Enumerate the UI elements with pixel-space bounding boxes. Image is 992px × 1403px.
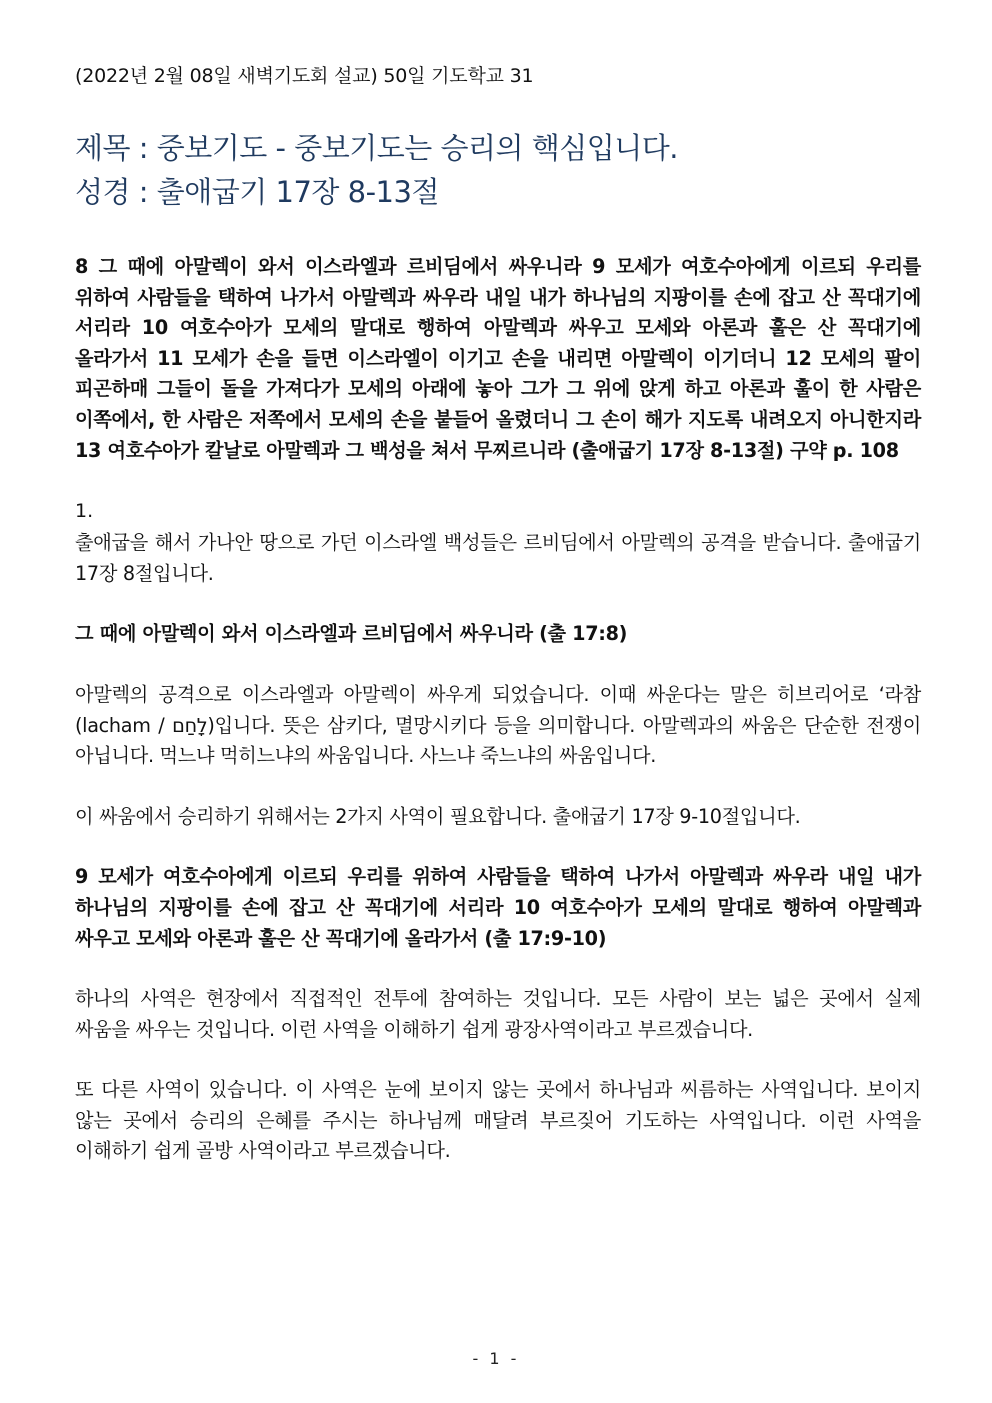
sermon-title: 제목 : 중보기도 - 중보기도는 승리의 핵심입니다. <box>75 131 679 165</box>
paragraph-intro: 출애굽을 해서 가나안 땅으로 가던 이스라엘 백성들은 르비딤에서 아말렉의 공격을 받습니다. 출애굽기 17장 8절입니다. <box>75 531 921 585</box>
paragraph-two-ministries: 이 싸움에서 승리하기 위해서는 2가지 사역이 필요합니다. 출애굽기 17장 9-10절입니다. <box>75 804 801 828</box>
section-number: 1. <box>75 500 94 523</box>
paragraph-plaza-ministry: 하나의 사역은 현장에서 직접적인 전투에 참여하는 것입니다. 모든 사람이 보는 넓은 곳에서 실제 싸움을 싸우는 것입니다. 이런 사역을 이해하기 쉽게 광장사역이라고 부르겠습니다. <box>75 987 921 1041</box>
document-page <box>75 62 921 1167</box>
scripture-quote-2: 9 모세가 여호수아에게 이르되 우리를 위하여 사람들을 택하여 나가서 아말렉과 싸우라 내일 내가 하나님의 지팡이를 손에 잡고 산 꼭대기에 서리라 10 여호수아가 모세의 말대로 행하여 아말렉과 싸우고 모세와 아론과 훌은 산 꼭대기에 올라가서 (출 17:9-10) <box>75 865 921 950</box>
paragraph-lacham: 아말렉의 공격으로 이스라엘과 아말렉이 싸우게 되었습니다. 이때 싸운다는 말은 히브리어로 ‘라참(lacham / לָחַם)입니다. 뜻은 삼키다, 멸망시키다 등을 의미합니다. 아말렉과의 싸움은 단순한 전쟁이 아닙니다. 먹느냐 먹히느냐의 싸움입니다. 사느냐 죽느냐의 싸움입니다. <box>75 682 921 768</box>
scripture-passage: 8 그 때에 아말렉이 와서 이스라엘과 르비딤에서 싸우니라 9 모세가 여호수아에게 이르되 우리를 위하여 사람들을 택하여 나가서 아말렉과 싸우라 내일 내가 하나님의 지팡이를 손에 잡고 산 꼭대기에 서리라 10 여호수아가 모세의 말대로 행하여 아말렉과 싸우고 모세와 아론과 훌은 산 꼭대기에 올라가서 11 모세가 손을 들면 이스라엘이 이기고 손을 내리면 아말렉이 이기더니 12 모세의 팔이 피곤하매 그들이 돌을 가져다가 모세의 아래에 놓아 그가 그 위에 앉게 하고 아론과 훌이 한 사람은 이쪽에서, 한 사람은 저쪽에서 모세의 손을 붙들어 올렸더니 그 손이 해가 지도록 내려오지 아니한지라 13 여호수아가 칼날로 아말렉과 그 백성을 쳐서 무찌르니라 (출애굽기 17장 8-13절) 구약 p. 108 <box>75 255 921 462</box>
page-number: - 1 - <box>472 1349 520 1368</box>
sermon-header: (2022년 2월 08일 새벽기도회 설교) 50일 기도학교 31 <box>75 65 534 87</box>
paragraph-closet-ministry: 또 다른 사역이 있습니다. 이 사역은 눈에 보이지 않는 곳에서 하나님과 씨름하는 사역입니다. 보이지 않는 곳에서 승리의 은혜를 주시는 하나님께 매달려 부르짖어 기도하는 사역입니다. 이런 사역을 이해하기 쉽게 골방 사역이라고 부르겠습니다. <box>75 1078 921 1163</box>
title-block <box>75 126 921 214</box>
scripture-reference: 성경 : 출애굽기 17장 8-13절 <box>75 175 439 209</box>
scripture-quote-1: 그 때에 아말렉이 와서 이스라엘과 르비딤에서 싸우니라 (출 17:8) <box>75 622 628 646</box>
